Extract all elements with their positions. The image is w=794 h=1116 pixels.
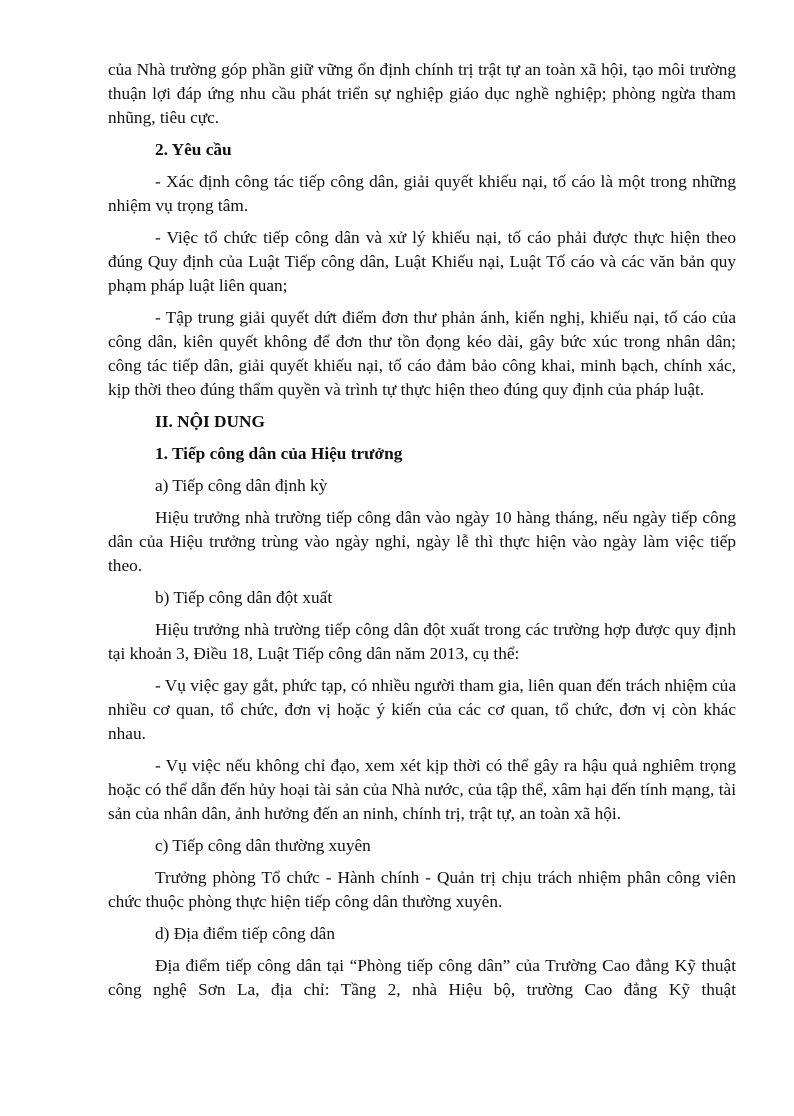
paragraph-requirement-1: - Xác định công tác tiếp công dân, giải quyết khiếu nại, tố cáo là một trong những nhiệm vụ trọng tâm.: [108, 172, 736, 215]
paragraph-a-text: Hiệu trưởng nhà trường tiếp công dân vào ngày 10 hàng tháng, nếu ngày tiếp công dân của Hiệu trưởng trùng vào ngày nghỉ, ngày lễ thì thực hiện vào ngày làm việc tiếp theo.: [108, 508, 736, 575]
document-page: [108, 58, 736, 1010]
paragraph-c-text: Trưởng phòng Tổ chức - Hành chính - Quản trị chịu trách nhiệm phân công viên chức thuộc phòng thực hiện tiếp công dân thường xuyên.: [108, 868, 736, 911]
paragraph-b-item-2: - Vụ việc nếu không chỉ đạo, xem xét kịp thời có thể gây ra hậu quả nghiêm trọng hoặc có thể dẫn đến hủy hoại tài sản của Nhà nước, của tập thể, xâm hại đến tính mạng, tài sản của nhân dân, ảnh hưởng đến an ninh, chính trị, trật tự, an toàn xã hội.: [108, 756, 736, 823]
heading-yeu-cau: 2. Yêu cầu: [155, 140, 232, 159]
heading-noi-dung: II. NỘI DUNG: [155, 412, 265, 431]
heading-d-dia-diem: d) Địa điểm tiếp công dân: [155, 924, 335, 943]
paragraph-requirement-3: - Tập trung giải quyết dứt điểm đơn thư phản ánh, kiến nghị, khiếu nại, tố cáo của công dân, kiên quyết không để đơn thư tồn đọng kéo dài, gây bức xúc trong nhân dân; công tác tiếp dân, giải quyết khiếu nại, tố cáo đảm bảo công khai, minh bạch, chính xác, kịp thời theo đúng thẩm quyền và trình tự thực hiện theo đúng quy định của pháp luật.: [108, 308, 736, 399]
heading-b-dot-xuat: b) Tiếp công dân đột xuất: [155, 588, 333, 607]
paragraph-intro-continuation: của Nhà trường góp phần giữ vững ổn định chính trị trật tự an toàn xã hội, tạo môi trường thuận lợi đáp ứng nhu cầu phát triển sự nghiệp giáo dục nghề nghiệp; phòng ngừa tham nhũng, tiêu cực.: [108, 60, 736, 127]
paragraph-d-text: Địa điểm tiếp công dân tại “Phòng tiếp công dân” của Trường Cao đẳng Kỹ thuật công nghệ Sơn La, địa chỉ: Tầng 2, nhà Hiệu bộ, trường Cao đẳng Kỹ thuật: [108, 956, 736, 999]
heading-c-thuong-xuyen: c) Tiếp công dân thường xuyên: [155, 836, 371, 855]
heading-tiep-cong-dan-hieu-truong: 1. Tiếp công dân của Hiệu trưởng: [155, 444, 403, 463]
heading-a-dinh-ky: a) Tiếp công dân định kỳ: [155, 476, 328, 495]
paragraph-requirement-2: - Việc tổ chức tiếp công dân và xử lý khiếu nại, tố cáo phải được thực hiện theo đúng Quy định của Luật Tiếp công dân, Luật Khiếu nại, Luật Tố cáo và các văn bản quy phạm pháp luật liên quan;: [108, 228, 736, 295]
paragraph-b-text: Hiệu trưởng nhà trường tiếp công dân đột xuất trong các trường hợp được quy định tại khoản 3, Điều 18, Luật Tiếp công dân năm 2013, cụ thể:: [108, 620, 736, 663]
paragraph-b-item-1: - Vụ việc gay gắt, phức tạp, có nhiều người tham gia, liên quan đến trách nhiệm của nhiều cơ quan, tổ chức, đơn vị hoặc ý kiến của các cơ quan, tổ chức, đơn vị còn khác nhau.: [108, 676, 736, 743]
